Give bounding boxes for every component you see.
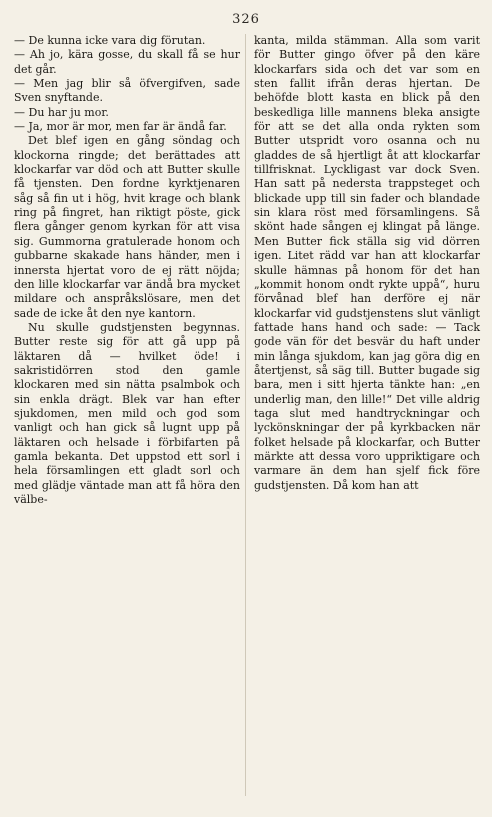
paragraph: — Du har ju mor. (14, 105, 109, 119)
page-number: 326 (232, 12, 260, 27)
left-column (14, 34, 240, 507)
paragraph: Det blef igen en gång söndag och klockorna ringde; det berättades att klockarfar var död och att Butter skulle få tjensten. Den fordne kyrktjenaren såg så fin ut i hög, hvit krage och blank ring på fingret, han riktigt pöste, gick flera gånger genom kyrkan för att visa sig. Gummorna gratulerade honom och gubbarne skakade hans händer, men i innersta hjertat voro de ej rätt nöjda; den lille klockarfar var ändå bra mycket mildare och anspråkslösare, men det sade de icke åt den nye kantorn. (14, 134, 240, 320)
paragraph: kanta, milda stämman. Alla som varit för Butter gingo öfver på den käre klockarfars sida och det var som en sten fallit ifrån deras hjertan. De behöfde blott kasta en blick på den beskedliga lille mannens bleka ansigte för att se det alla onda rykten som Butter utspridt voro osanna och nu gladdes de så hjertligt åt att klockarfar tillfrisknat. Lyckligast var dock Sven. Han satt på nedersta trappsteget och blickade upp till sin fader och blandade sin klara röst med församlingens. Så skönt hade sången ej klingat på länge. Men Butter fick ställa sig vid dörren igen. Litet rädd var han att klockarfar skulle hämnas på honom för det han „kommit honom ondt rykte uppå“, huru förvånad blef han derföre ej när klockarfar vid gudstjenstens slut vänligt fattade hans hand och sade: — Tack gode vän för det besvär du haft under min långa sjukdom, kan jag göra dig en återtjenst, så säg till. Butter bugade sig bara, men i sitt hjerta tänkte han: „en underlig man, den lille!“ Det ville aldrig taga slut med handtryckningar och lyckönskningar der på kyrkbacken när folket helsade på klockarfar, och Butter märkte att dessa voro uppriktigare och varmare än dem han sjelf fick före gudstjensten. Då kom han att (254, 34, 480, 492)
paragraph: — Ah jo, kära gosse, du skall få se hur det går. (14, 48, 240, 76)
paragraph: — Ja, mor är mor, men far är ändå far. (14, 120, 227, 134)
paragraph: Nu skulle gudstjensten begynnas. Butter reste sig för att gå upp på läktaren då — hvilket öde! i sakristidörren stod den gamle klockaren med sin nätta psalmbok och sin enkla drägt. Blek var han efter sjukdomen, men mild och god som vanligt och han gick så lugnt upp på läktaren och helsade i förbifarten på gamla bekanta. Det uppstod ett sorl i hela församlingen ett gladt sorl och med glädje väntade man att få höra den välbe- (14, 320, 240, 506)
text-columns (14, 34, 480, 507)
paragraph: — Men jag blir så öfvergifven, sade Sven snyftande. (14, 77, 240, 105)
paragraph: — De kunna icke vara dig förutan. (14, 34, 206, 47)
right-column (254, 34, 480, 507)
